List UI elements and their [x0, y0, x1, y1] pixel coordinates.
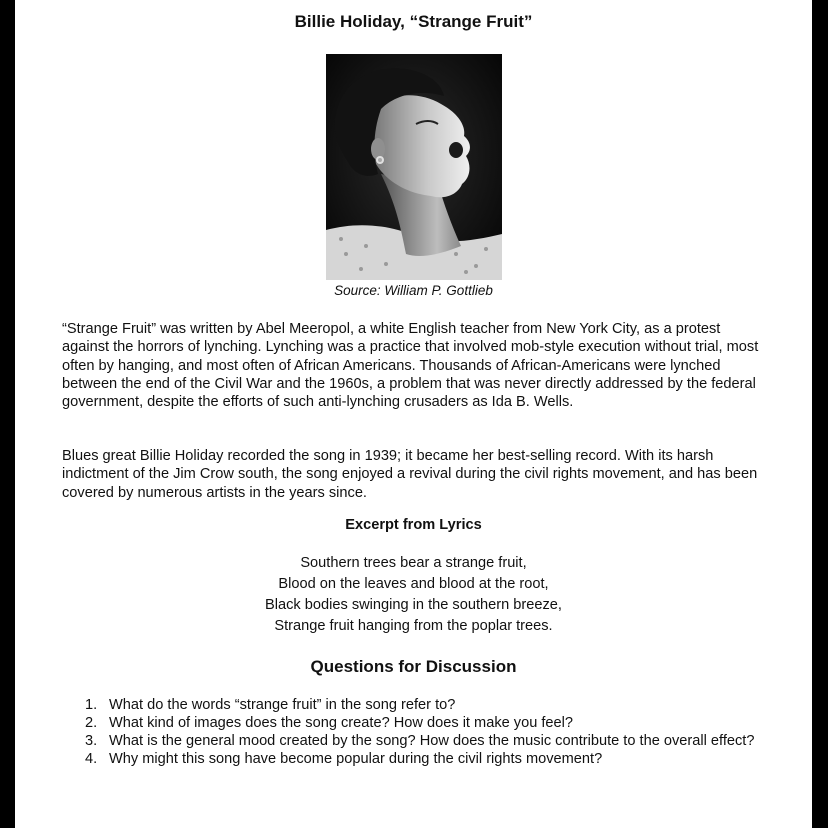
lyric-line: Southern trees bear a strange fruit, [300, 555, 527, 571]
question-item [85, 714, 765, 732]
question-item [85, 696, 765, 714]
question-text: What do the words “strange fruit” in the song refer to? [109, 697, 456, 713]
history-paragraph: Blues great Billie Holiday recorded the song in 1939; it became her best-selling record. With its harsh indictment of the Jim Crow south, the song enjoyed a revival during the civil rights movement, and has been covered by numerous artists in the years since. [62, 448, 758, 501]
lyric-line: Strange fruit hanging from the poplar trees. [274, 618, 553, 634]
question-number: 1. [85, 697, 98, 713]
question-text: Why might this song have become popular during the civil rights movement? [109, 751, 603, 767]
intro-paragraph: “Strange Fruit” was written by Abel Meeropol, a white English teacher from New York City, as a protest against the horrors of lynching. Lynching was a practice that involved mob-style execution without trial, most often by hanging, and most often of African Americans. Thousands of African-Americans were lynched between the end of the Civil War and the 1960s, a problem that was never directly addressed by the federal government, despite the efforts of such anti-lynching crusaders as Ida B. Wells. [62, 321, 759, 411]
question-number: 4. [85, 751, 98, 767]
question-text: What is the general mood created by the song? How does the music contribute to the overall effect? [109, 733, 755, 749]
excerpt-heading: Excerpt from Lyrics [345, 517, 482, 533]
question-number: 3. [85, 733, 98, 749]
questions-list [85, 696, 765, 768]
question-text: What kind of images does the song create? How does it make you feel? [109, 715, 574, 731]
photo-caption: Source: William P. Gottlieb [334, 283, 493, 298]
lyrics-excerpt [15, 553, 812, 637]
lyric-line: Blood on the leaves and blood at the root, [278, 576, 549, 592]
singer-portrait-photo [326, 54, 502, 280]
questions-heading: Questions for Discussion [310, 657, 517, 676]
question-item [85, 732, 765, 750]
page-title: Billie Holiday, “Strange Fruit” [294, 12, 533, 31]
question-number: 2. [85, 715, 98, 731]
question-item [85, 750, 765, 768]
document-page [15, 0, 812, 828]
lyric-line: Black bodies swinging in the southern breeze, [265, 597, 562, 613]
